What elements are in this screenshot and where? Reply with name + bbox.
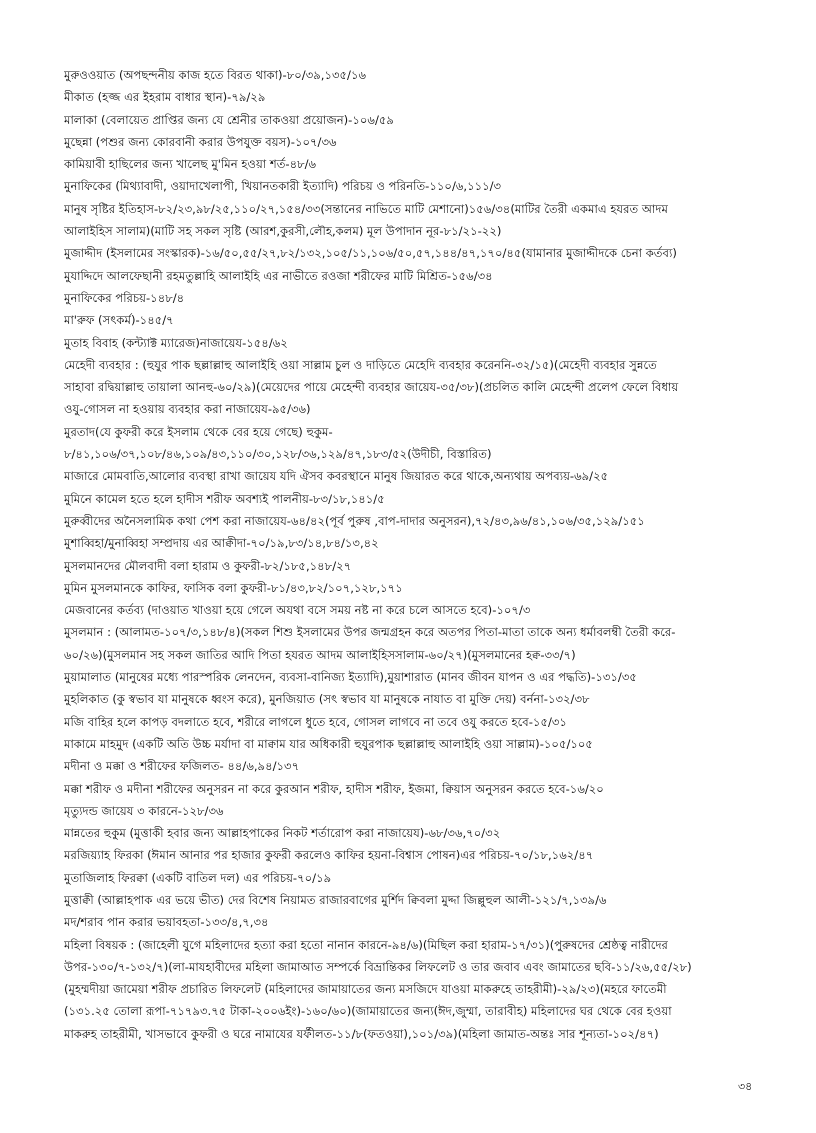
index-entry: মুযাদ্দিদে আলফেছানী রহমতুল্লাহি আলাইহি এর নাভীতে রওজা শরীফের মাটি মিশ্রিত-১৫৬/৩৪ (64, 268, 493, 283)
index-entry: মা'রুফ (সৎকর্ম)-১৪৫/৭ (64, 313, 174, 328)
index-entry: ৬০/২৬)(মুসলমান সহ সকল জাতির আদি পিতা হযরত আদম আলাইহিসসালাম-৬০/২৭)(মুসলমানের হক্ব-৩৩/৭) (64, 647, 576, 662)
index-entry: ওযু-গোসল না হওয়ায় ব্যবহার করা নাজায়েয-৯৫/৩৬) (64, 402, 311, 417)
index-entry: মুমিনে কামেল হতে হলে হাদীস শরীফ অবশ্যই পালনীয়-৮৩/১৮,১৪১/৫ (64, 491, 385, 506)
index-entry: মুরুব্বীদের অনৈসলামিক কথা পেশ করা নাজায়েয-৬৪/৪২(পূর্ব পুরুষ ,বাপ-দাদার অনুসরন),৭২/৪৩,৯৬/৪১,১০৬/৩৫,১২৯/১৫১ (64, 513, 645, 528)
page-number: ৩৪ (738, 1080, 753, 1093)
index-entry: মদীনা ও মক্কা ও শরীফের ফজিলত- ৪৪/৬,৯৪/১৩৭ (64, 759, 300, 774)
index-entry: মাকরুহ তাহরীমী, খাসভাবে কুফরী ও ঘরে নামাযের যর্ফীলত-১১/৮(ফতওয়া),১০১/৩৯)(মহিলা জামাত-অন্তঃ সার শূন্যতা-১০২/৪৭) (64, 1026, 659, 1041)
index-entry: সাহাবা রদ্বিয়াল্লাহু তায়ালা আনহু-৬০/২৯)(মেয়েদের পায়ে মেহেন্দী ব্যবহার জায়েয-৩৫/৩৮)(প্রচলিত কালি মেহেন্দী প্রলেপ ফেলে বিধায় (64, 380, 679, 395)
index-entry: মরজিয়্যাহ ফিরকা (ঈমান আনার পর হাজার কুফরী করলেও কাফির হয়না-বিশ্বাস পোষন)এর পরিচয়-৭০/১৮,১৬২/৪৭ (64, 848, 594, 863)
index-entry: মক্কা শরীফ ও মদীনা শরীফের অনুসরন না করে কুরআন শরীফ, হাদীস শরীফ, ইজমা, ক্বিয়াস অনুসরন করতে হবে-১৬/২০ (64, 781, 604, 796)
index-entry: মুত্তাক্বী (আল্লাহপাক এর ভয়ে ভীত) দের বিশেষ নিয়ামত রাজারবাগের মুর্শিদ ক্বিবলা মুদ্দা জিল্লুহুল আলী-১২১/৭,১৩৯/৬ (64, 892, 607, 907)
index-entry: মুসলমান : (আলামত-১০৭/৩,১৪৮/৪)(সকল শিশু ইসলামের উপর জন্মগ্রহন করে অতপর পিতা-মাতা তাকে অন্য ধর্মাবলম্বী তৈরী করে- (64, 625, 676, 640)
index-entry: মদ/শরাব পান করার ভয়াবহতা-১৩৩/৪,৭,৩৪ (64, 915, 269, 930)
index-entry: মুনাফিকের পরিচয়-১৪৮/৪ (64, 290, 185, 305)
index-entry: মুরতাদ(যে কুফরী করে ইসলাম থেকে বের হয়ে গেছে) হুকুম- (64, 424, 333, 439)
index-entry: মুয়ামালাত (মানুষের মধ্যে পারস্পরিক লেনদেন, ব্যবসা-বানিজ্য ইত্যাদি),মুয়াশারাত (মানব জীবন যাপন ও এর পদ্ধতি)-১৩১/৩৫ (64, 670, 637, 685)
index-page (64, 64, 764, 1045)
index-entry: মুরুওওয়াত (অপছন্দনীয় কাজ হতে বিরত থাকা)-৮০/৩৯,১৩৫/১৬ (64, 68, 367, 82)
index-entry: মুসলমানদের মৌলবাদী বলা হারাম ও কুফরী-৮২/১৮৫,১৪৮/২৭ (64, 558, 352, 573)
index-entry: মজি বাহির হলে কাপড় বদলাতে হবে, শরীরে লাগলে ধুতে হবে, গোসল লাগবে না তবে ওযু করতে হবে-১৫/৩১ (64, 714, 567, 729)
index-entry: আলাইহিস সালাম)(মাটি সহ সকল সৃষ্টি (আরশ,কুরসী,লৌহ,কলম) মূল উপাদান নূর-৮১/২১-২২) (64, 224, 502, 239)
index-entry: মুমিন মুসলমানকে কাফির, ফাসিক বলা কুফরী-৮১/৪৩,৮২/১০৭,১২৮,১৭১ (64, 580, 403, 595)
index-entry: মুতাহ বিবাহ (কন্ট্যাক্ট ম্যারেজ)নাজায়েয-১৫৪/৬২ (64, 335, 288, 350)
index-entry: মাজারে মোমবাতি,আলোর ব্যবস্থা রাখা জায়েয যদি ঐসব কবরস্থানে মানুষ জিয়ারত করে থাকে,অন্যথায় অপব্যয়-৬৯/২৫ (64, 469, 609, 484)
index-entry: মীকাত (হজ্জ এর ইহরাম বাধার স্থান)-৭৯/২৯ (64, 90, 266, 105)
index-entry: (মুহম্মদীয়া জামেয়া শরীফ প্রচারিত লিফলেট (মহিলাদের জামায়াতের জন্য মসজিদে যাওয়া মাকরুহে তাহরীমী)-২৯/২৩)(মহরে ফাতেমী (64, 982, 667, 997)
index-entry: মুশাব্বিহা/মুনাব্বিহা সম্প্রদায় এর আক্বীদা-৭০/১৯,৮৩/১৪,৮৪/১৩,৪২ (64, 536, 379, 551)
index-entry: কামিয়াবী হাছিলের জন্য খালেছ মু'মিন হওয়া শর্ত-৪৮/৬ (64, 157, 317, 172)
index-entry: মালাকা (বেলায়েত প্রাপ্তির জন্য যে শ্রেনীর তাকওয়া প্রয়োজন)-১০৬/৫৯ (64, 112, 394, 127)
index-entry: মুতাজিলাহ ফিরক্বা (একটি বাতিল দল) এর পরিচয়-৭০/১৯ (64, 870, 332, 885)
index-entry: মানুষ সৃষ্টির ইতিহাস-৮২/২৩,৯৮/২৫,১১০/২৭,১৫৪/৩৩(সন্তানের নাভিতে মাটি মেশানো)১৫৬/৩৪(মাটির তৈরী একমাএ হযরত আদম (64, 201, 668, 216)
index-entry: উপর-১৩০/৭-১৩২/৭)(লা-মাযহাবীদের মহিলা জামাআত সম্পর্কে বিভ্রান্তিকর লিফলেট ও তার জবাব এবং জামাতের ছবি-১১/২৬,৫৫/২৮) (64, 959, 692, 974)
index-entry: ৮/৪১,১০৬/৩৭,১০৮/৪৬,১০৯/৪৩,১১০/৩০,১২৮/৩৬,১২৯/৪৭,১৮৩/৫২(উদীচী, বিস্তারিত) (64, 447, 492, 462)
index-entry: মাকামে মাহমুদ (একটি অতি উচ্চ মর্যাদা বা মাক্বাম যার অধিকারী হুযুরপাক ছল্লাল্লাহু আলাইহি ওয়া সাল্লাম)-১০৫/১০৫ (64, 736, 593, 751)
index-entry: মুজাদ্দীদ (ইসলামের সংস্কারক)-১৬/৫০,৫৫/২৭,৮২/১৩২,১০৫/১১,১০৬/৫০,৫৭,১৪৪/৪৭,১৭০/৪৫(যামানার মুজাদ্দীদকে চেনা কর্তব্য) (64, 246, 677, 261)
index-entry: (১৩১.২৫ তোলা রূপা-৭১৭৯৩.৭৫ টাকা-২০০৬ইং)-১৬০/৬০)(জামায়াতের জন্য(ঈদ,জুম্মা, তারাবীহ) মহিলাদের ঘর থেকে বের হওয়া (64, 1004, 672, 1019)
index-entry: মেহেদী ব্যবহার : (হুযুর পাক ছল্লাল্লাহু আলাইহি ওয়া সাল্লাম চুল ও দাড়িতে মেহেদি ব্যবহার করেননি-৩২/১৫)(মেহেদী ব্যবহার সুন্নতে (64, 357, 657, 372)
index-entry: মুছেন্না (পশুর জন্য কোরবানী করার উপযুক্ত বয়স)-১০৭/৩৬ (64, 134, 337, 149)
index-entry: মুনাফিকের (মিথ্যাবাদী, ওয়াদাখেলাপী, খিয়ানতকারী ইত্যাদি) পরিচয় ও পরিনতি-১১০/৬,১১১/৩ (64, 179, 502, 194)
index-entry: মেজবানের কর্তব্য (দাওয়াত খাওয়া হয়ে গেলে অযথা বসে সময় নষ্ট না করে চলে আসতে হবে)-১০৭/৩ (64, 603, 531, 618)
index-entry: মুহলিকাত (কু স্বভাব যা মানুষকে ধ্বংস করে), মুনজিয়াত (সৎ স্বভাব যা মানুষকে নাযাত বা মুক্তি দেয়) বর্ননা-১৩২/৩৮ (64, 692, 590, 707)
index-entry: মহিলা বিষয়ক : (জাহেলী যুগে মহিলাদের হত্যা করা হতো নানান কারনে-৯৪/৬)(মিছিল করা হারাম-১৭/৩১)(পুরুষদের শ্রেষ্ঠত্ব নারীদের (64, 937, 668, 952)
index-entry: মৃত্যুদন্ড জায়েয ৩ কারনে-১২৮/৩৬ (64, 803, 224, 818)
index-entry: মান্নতের হুকুম (মুত্তাকী হবার জন্য আল্লাহপাকের নিকট শর্তারোপ করা নাজায়েয)-৬৮/৩৬,৭০/৩২ (64, 826, 501, 841)
